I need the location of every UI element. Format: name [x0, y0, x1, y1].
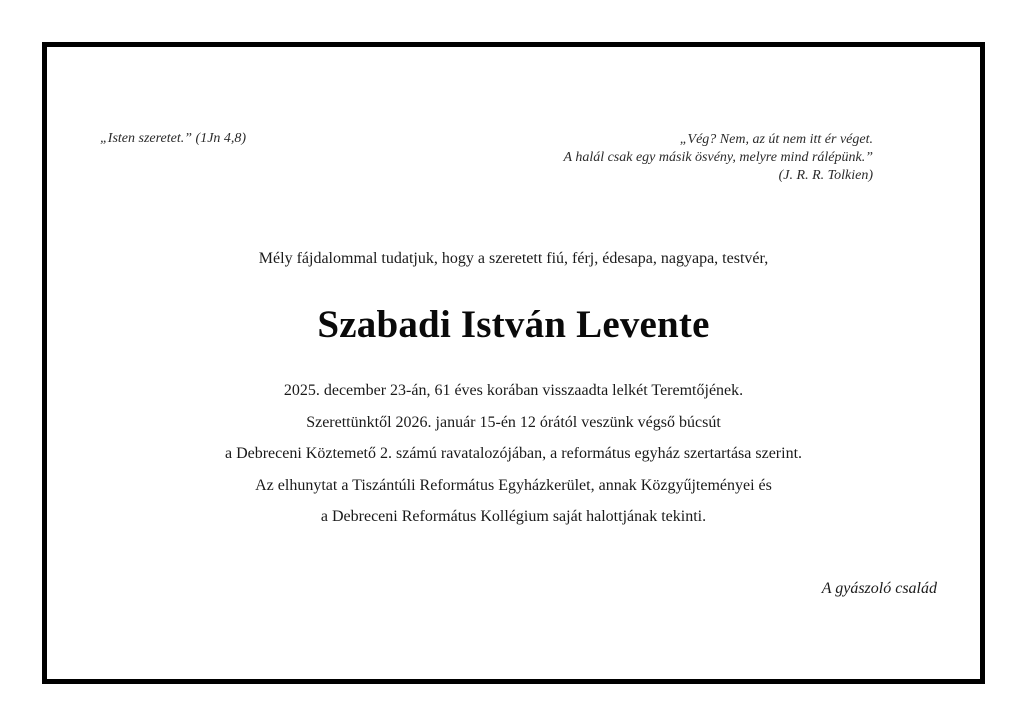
tolkien-quote — [564, 131, 873, 185]
body-line: Szerettünktől 2026. január 15-én 12 órától veszünk végső búcsút — [306, 413, 721, 431]
signature: A gyászoló család — [821, 580, 937, 597]
notice-frame — [42, 42, 985, 684]
deceased-name: Szabadi István Levente — [317, 303, 710, 346]
body-line: 2025. december 23-án, 61 éves korában visszaadta lelkét Teremtőjének. — [283, 382, 744, 399]
notice-body — [47, 375, 980, 533]
intro-text: Mély fájdalommal tudatjuk, hogy a szeretett fiú, férj, édesapa, nagyapa, testvér, — [258, 250, 769, 267]
body-line: Az elhunytat a Tiszántúli Református Egyházkerület, annak Közgyűjteményei és — [255, 476, 772, 494]
body-line: a Debreceni Református Kollégium saját halottjának tekinti. — [320, 508, 707, 525]
body-line: a Debreceni Köztemető 2. számú ravatalozójában, a református egyház szertartása szerint. — [224, 445, 803, 462]
quote-line: „Vég? Nem, az út nem itt ér véget. — [679, 132, 873, 147]
quote-line: A halál csak egy másik ösvény, melyre mind rálépünk.” — [563, 150, 873, 165]
bible-quote: „Isten szeretet.” (1Jn 4,8) — [100, 131, 247, 146]
quote-attribution: (J. R. R. Tolkien) — [778, 168, 873, 183]
